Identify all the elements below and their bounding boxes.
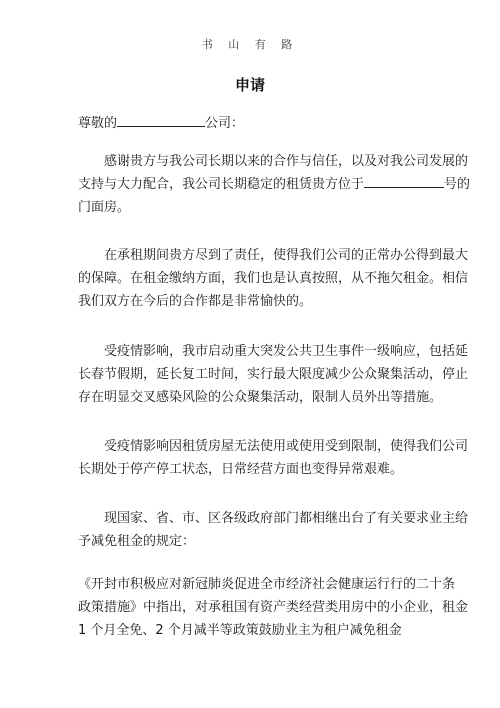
paragraph-thanks <box>78 150 471 219</box>
paragraph-tenancy <box>78 244 469 313</box>
paragraph-line: 予减免租金的规定： <box>78 534 196 549</box>
paragraph-policy <box>78 507 469 553</box>
page-header: 书 山 有 路 <box>201 38 299 51</box>
paragraph-line: 感谢贵方与我公司长期以来的合作与信任，以及对我公司发展的 <box>104 154 469 169</box>
salutation <box>78 114 244 133</box>
paragraph-line: 长春节假期，延长复工时间，实行最大限度减少公众聚集活动，停止 <box>78 367 469 382</box>
document-title: 申请 <box>234 76 265 94</box>
paragraph-line-prefix: 支持与大力配合，我公司长期稳定的租赁贵方位于 <box>78 177 365 192</box>
paragraph-line <box>78 173 471 196</box>
paragraph-impact <box>78 435 469 481</box>
paragraph-line: 受疫情影响，我市启动重大突发公共卫生事件一级响应，包括延 <box>104 344 469 359</box>
paragraph-measures <box>78 573 469 642</box>
paragraph-line-suffix: 号的 <box>444 177 471 192</box>
paragraph-line: 受疫情影响因租赁房屋无法使用或使用受到限制，使得我们公司 <box>104 439 469 454</box>
paragraph-line: 存在明显交叉感染风险的公众聚集活动，限制人员外出等措施。 <box>78 390 443 405</box>
paragraph-line: 《开封市积极应对新冠肺炎促进全市经济社会健康运行行的二十条 <box>78 577 456 592</box>
paragraph-line: 门面房。 <box>78 200 131 215</box>
paragraph-line: 长期处于停产停工状态，日常经营方面也变得异常艰难。 <box>78 462 404 477</box>
paragraph-line: 现国家、省、市、区各级政府部门都相继出台了有关要求业主给 <box>104 511 469 526</box>
salutation-suffix: 公司： <box>205 116 245 131</box>
paragraph-line: 我们双方在今后的合作都是非常愉快的。 <box>78 294 313 309</box>
paragraph-line: 在承租期间贵方尽到了责任，使得我们公司的正常办公得到最大 <box>104 248 469 263</box>
paragraph-epidemic <box>78 340 469 409</box>
paragraph-line: 的保障。在租金缴纳方面，我们也是认真按照，从不拖欠租金。相信 <box>78 271 469 286</box>
address-number-blank <box>364 175 444 188</box>
paragraph-line: 政策措施》中指出，对承租国有资产类经营类用房中的小企业，租金 <box>78 600 469 615</box>
company-name-blank <box>117 114 205 127</box>
paragraph-line: 1 个月全免、2 个月减半等政策鼓励业主为租户减免租金 <box>78 623 402 638</box>
salutation-prefix: 尊敬的 <box>78 116 118 131</box>
